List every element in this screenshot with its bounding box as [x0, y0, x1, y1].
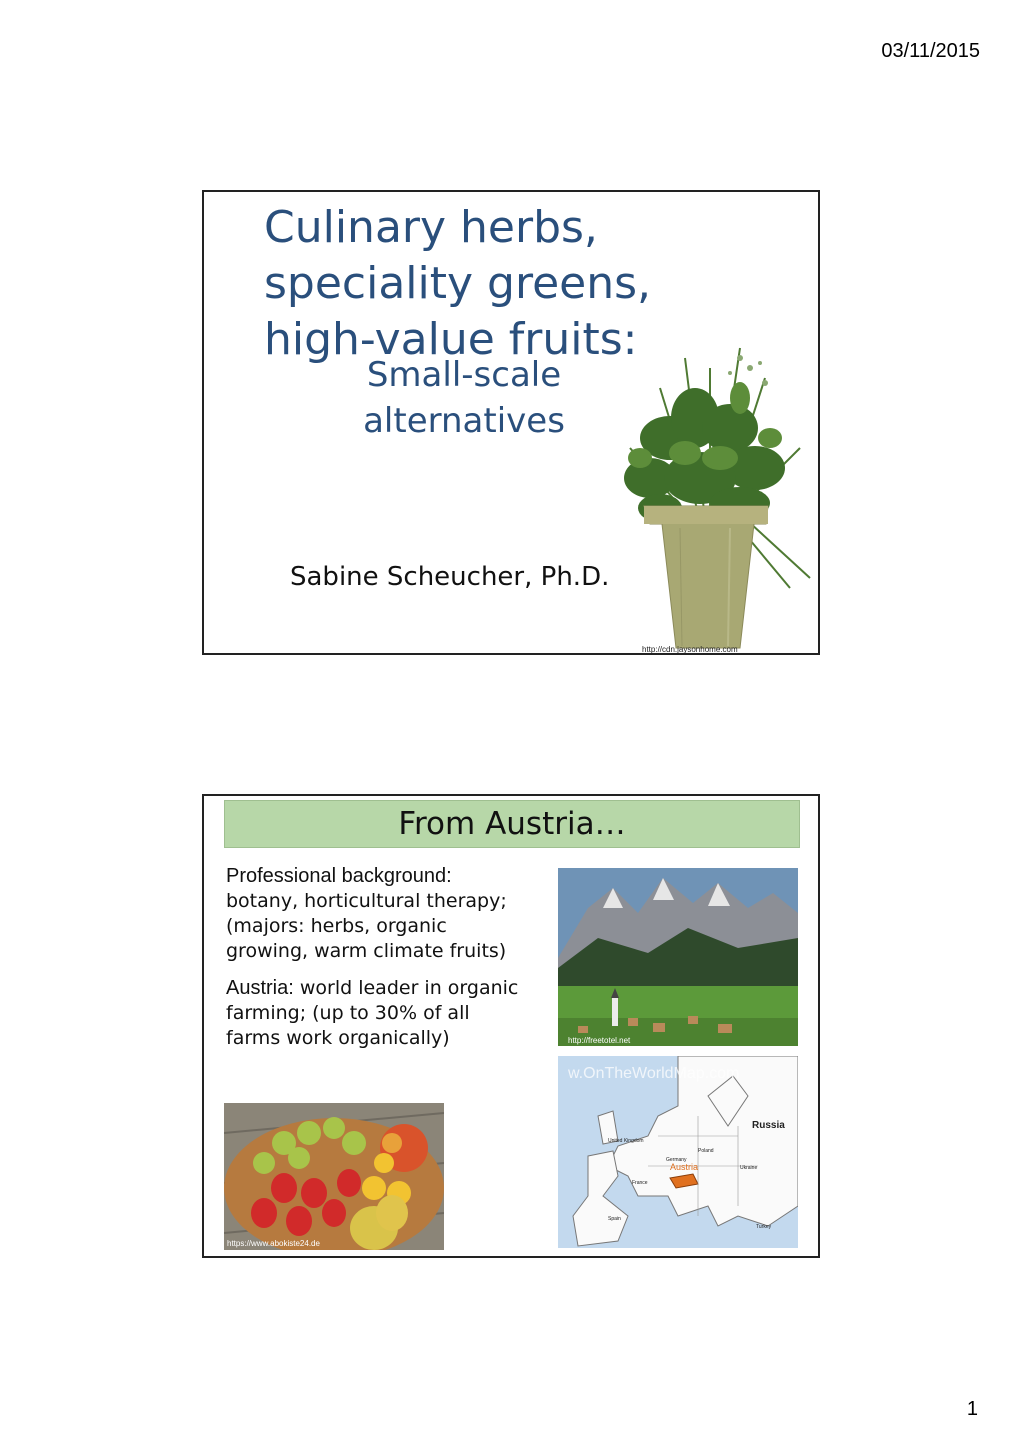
background-paragraph: [226, 864, 526, 964]
page-number: 1: [966, 1398, 978, 1420]
europe-map-image: [558, 1056, 798, 1248]
austria-paragraph: [226, 976, 526, 1051]
austria-label: Austria:: [226, 977, 294, 999]
europe-map: [558, 1056, 798, 1248]
map-label-ukraine: Ukraine: [740, 1165, 758, 1171]
slide-body: [226, 864, 526, 1063]
map-label-austria: Austria: [670, 1162, 699, 1172]
background-text: botany, horticultural therapy; (majors: herbs, organic growing, warm climate fruits): [226, 890, 507, 962]
map-label-russia: Russia: [752, 1120, 785, 1131]
slide-subtitle: Small-scale alternatives: [363, 355, 565, 441]
map-label-uk: United Kingdom: [608, 1138, 644, 1144]
slide-heading: From Austria…: [224, 800, 800, 848]
map-label-france: France: [632, 1180, 648, 1186]
slide-austria: [202, 794, 820, 1258]
map-watermark: w.OnTheWorldMap.com: [568, 1065, 740, 1082]
fruit-bowl-image: [224, 1103, 444, 1250]
slide-title: [202, 190, 820, 655]
map-label-poland: Poland: [698, 1148, 714, 1154]
slide-title-heading: Culinary herbs, speciality greens, high-value fruits:: [264, 202, 652, 365]
map-label-turkey: Turkey: [756, 1224, 772, 1230]
author-name: Sabine Scheucher, Ph.D.: [290, 562, 610, 592]
fruit-photo-credit: https://www.abokiste24.de: [227, 1239, 320, 1248]
mountain-village-photo: [558, 868, 798, 1046]
map-label-spain: Spain: [608, 1216, 621, 1222]
mountain-photo-credit: http://freetotel.net: [568, 1036, 631, 1045]
herb-pot-image: [590, 328, 820, 652]
header-date: 03/11/2015: [881, 40, 980, 62]
mountain-village-image: [558, 868, 798, 1046]
image-credit: http://cdn.jaysonhome.com: [642, 645, 738, 654]
austria-text: world leader in organic farming; (up to 30% of all farms work organically): [226, 977, 519, 1049]
fruit-bowl-photo: [224, 1103, 444, 1250]
map-label-germany: Germany: [666, 1157, 687, 1163]
background-label: Professional background:: [226, 865, 452, 887]
